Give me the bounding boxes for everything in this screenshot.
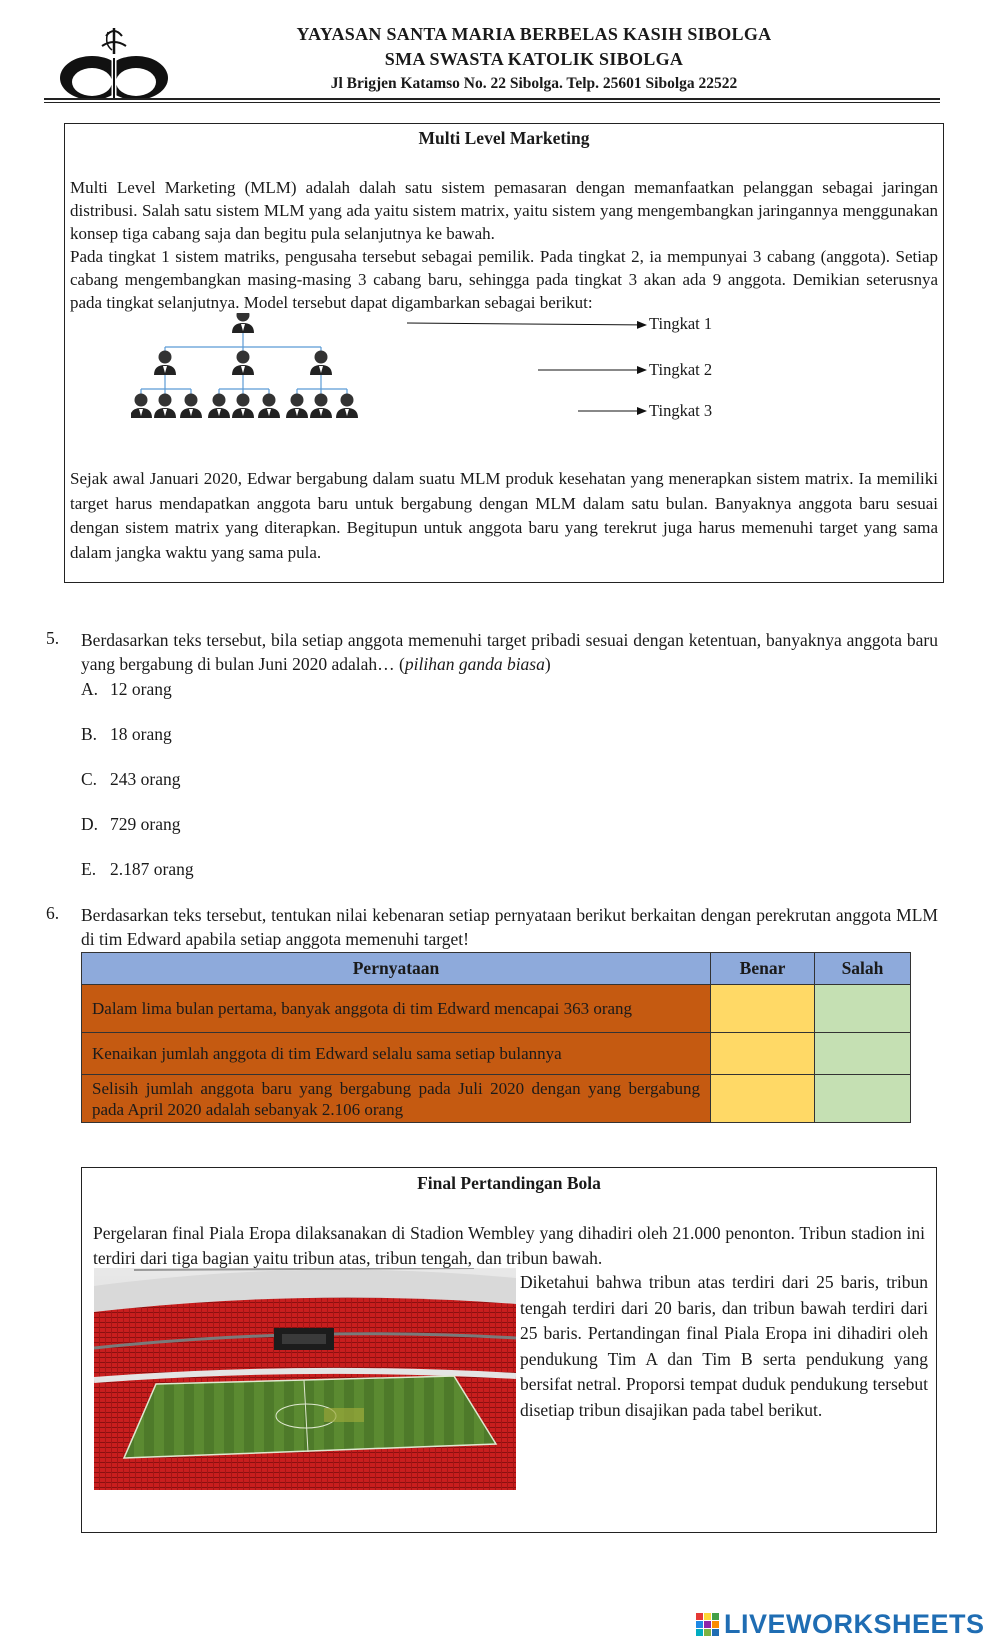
final-text-box	[81, 1167, 937, 1533]
option-text: 729 orang	[110, 814, 181, 834]
person-icon	[131, 394, 152, 419]
liveworksheets-logo	[694, 1611, 994, 1641]
option-d[interactable]	[81, 814, 180, 835]
table-row	[82, 1075, 911, 1123]
final-title: Final Pertandingan Bola	[417, 1173, 601, 1193]
school-logo-icon	[54, 24, 174, 104]
option-text: 12 orang	[110, 679, 172, 699]
salah-answer-cell[interactable]	[815, 1075, 911, 1123]
person-icon	[232, 394, 254, 419]
question-5-close: )	[544, 654, 551, 674]
final-paragraph-1: Pergelaran final Piala Eropa dilaksanakan di Stadion Wembley yang dihadiri oleh 21.000 penonton. Tribun stadion ini terdiri dari tiga bagian yaitu tribun atas, tribun tengah, dan tribun bawah.	[93, 1223, 925, 1268]
option-text: 243 orang	[110, 769, 181, 789]
mlm-text-box	[64, 123, 944, 583]
option-a[interactable]	[81, 679, 172, 700]
salah-answer-cell[interactable]	[815, 985, 911, 1033]
person-icon	[310, 394, 332, 419]
statement-cell: Dalam lima bulan pertama, banyak anggota di tim Edward mencapai 363 orang	[82, 985, 711, 1033]
benar-answer-cell[interactable]	[711, 1075, 815, 1123]
option-letter: B.	[81, 724, 98, 744]
foundation-name: YAYASAN SANTA MARIA BERBELAS KASIH SIBOLGA	[296, 24, 772, 44]
question-6-text: Berdasarkan teks tersebut, tentukan nilai kebenaran setiap pernyataan berikut berkaitan dengan perekrutan anggota MLM di tim Edward apabila setiap anggota memenuhi target!	[81, 905, 938, 949]
option-text: 2.187 orang	[110, 859, 194, 879]
person-icon	[208, 394, 230, 419]
final-paragraph-2: Diketahui bahwa tribun atas terdiri dari 25 baris, tribun tengah terdiri dari 20 baris, dan tribun bawah terdiri dari 25 baris. Pertandingan final Piala Eropa ini dihadiri oleh pendukung Tim A dan Tim B serta pendukung yang bersifat netral. Proporsi tempat duduk pendukung tersebut disetiap tribun disajikan pada tabel berikut.	[520, 1272, 928, 1420]
question-5-stem: Berdasarkan teks tersebut, bila setiap anggota memenuhi target pribadi sesuai dengan ketentuan, banyaknya anggota baru yang bergabung di bulan Juni 2020 adalah… (	[81, 630, 938, 674]
option-text: 18 orang	[110, 724, 172, 744]
question-5-type-note: pilihan ganda biasa	[404, 654, 545, 674]
school-address: Jl Brigjen Katamso No. 22 Sibolga. Telp. 25601 Sibolga 22522	[330, 75, 738, 92]
level-label-2: Tingkat 2	[649, 360, 713, 379]
benar-answer-cell[interactable]	[711, 1033, 815, 1075]
person-icon	[154, 351, 176, 376]
table-row	[82, 1033, 911, 1075]
person-icon	[286, 394, 308, 419]
mlm-title: Multi Level Marketing	[418, 128, 590, 148]
header-salah: Salah	[815, 953, 911, 985]
person-icon	[336, 394, 358, 419]
liveworksheets-brand-text: LIVEWORKSHEETS	[724, 1609, 985, 1639]
question-5-number: 5.	[46, 628, 60, 648]
mlm-paragraph-2: Pada tingkat 1 sistem matriks, pengusaha tersebut sebagai pemilik. Pada tingkat 2, ia mempunyai 3 cabang (anggota). Setiap cabang mengembangkan masing-masing 3 cabang baru, sehingga pada tingkat 3 akan ada 9 anggota. Demikian seterusnya pada tingkat selanjutnya. Model tersebut dapat digambarkan sebagai berikut:	[70, 247, 938, 312]
benar-answer-cell[interactable]	[711, 985, 815, 1033]
header-benar: Benar	[711, 953, 815, 985]
statement-cell: Selisih jumlah anggota baru yang bergabung pada Juli 2020 dengan yang bergabung pada April 2020 adalah sebanyak 2.106 orang	[82, 1075, 711, 1123]
liveworksheets-mark-icon	[694, 1611, 722, 1639]
mlm-matrix-diagram	[131, 313, 771, 448]
question-6-number: 6.	[46, 903, 60, 923]
option-letter: D.	[81, 814, 99, 834]
person-icon	[310, 351, 332, 376]
header-divider	[44, 98, 940, 100]
level-label-1: Tingkat 1	[649, 314, 713, 333]
person-icon	[258, 394, 280, 419]
header-divider-thin	[44, 102, 940, 103]
person-icon	[154, 394, 176, 419]
statement-cell: Kenaikan jumlah anggota di tim Edward selalu sama setiap bulannya	[82, 1033, 711, 1075]
stadium-photo	[94, 1268, 516, 1490]
option-e[interactable]	[81, 859, 194, 880]
table-row	[82, 985, 911, 1033]
option-letter: E.	[81, 859, 97, 879]
question-5-text	[81, 628, 938, 676]
option-c[interactable]	[81, 769, 180, 790]
option-b[interactable]	[81, 724, 172, 745]
person-icon	[180, 394, 202, 419]
header-pernyataan: Pernyataan	[82, 953, 711, 985]
mlm-paragraph-3: Sejak awal Januari 2020, Edwar bergabung dalam suatu MLM produk kesehatan yang menerapkan sistem matrix. Ia memiliki target harus mendapatkan anggota baru untuk bergabung dengan MLM dalam satu bulan. Banyaknya anggota baru sesuai dengan sistem matrix yang diterapkan. Begitupun untuk anggota baru yang terekrut juga harus memenuhi target yang sama dalam jangka waktu yang sama pula.	[70, 469, 938, 562]
person-icon	[232, 313, 254, 333]
school-name: SMA SWASTA KATOLIK SIBOLGA	[384, 49, 684, 69]
salah-answer-cell[interactable]	[815, 1033, 911, 1075]
mlm-paragraph-1: Multi Level Marketing (MLM) adalah dalah satu sistem pemasaran dengan memanfaatkan pelanggan sebagai jaringan distribusi. Salah satu sistem MLM yang ada yaitu sistem matrix, yaitu sistem yang mengembangkan jaringannya menggunakan konsep tiga cabang saja dan begitu pula selanjutnya ke bawah.	[70, 178, 938, 243]
option-letter: C.	[81, 769, 98, 789]
level-label-3: Tingkat 3	[649, 401, 713, 420]
letterhead	[44, 18, 940, 104]
statement-table	[81, 952, 911, 1123]
person-icon	[232, 351, 254, 376]
option-letter: A.	[81, 679, 99, 699]
